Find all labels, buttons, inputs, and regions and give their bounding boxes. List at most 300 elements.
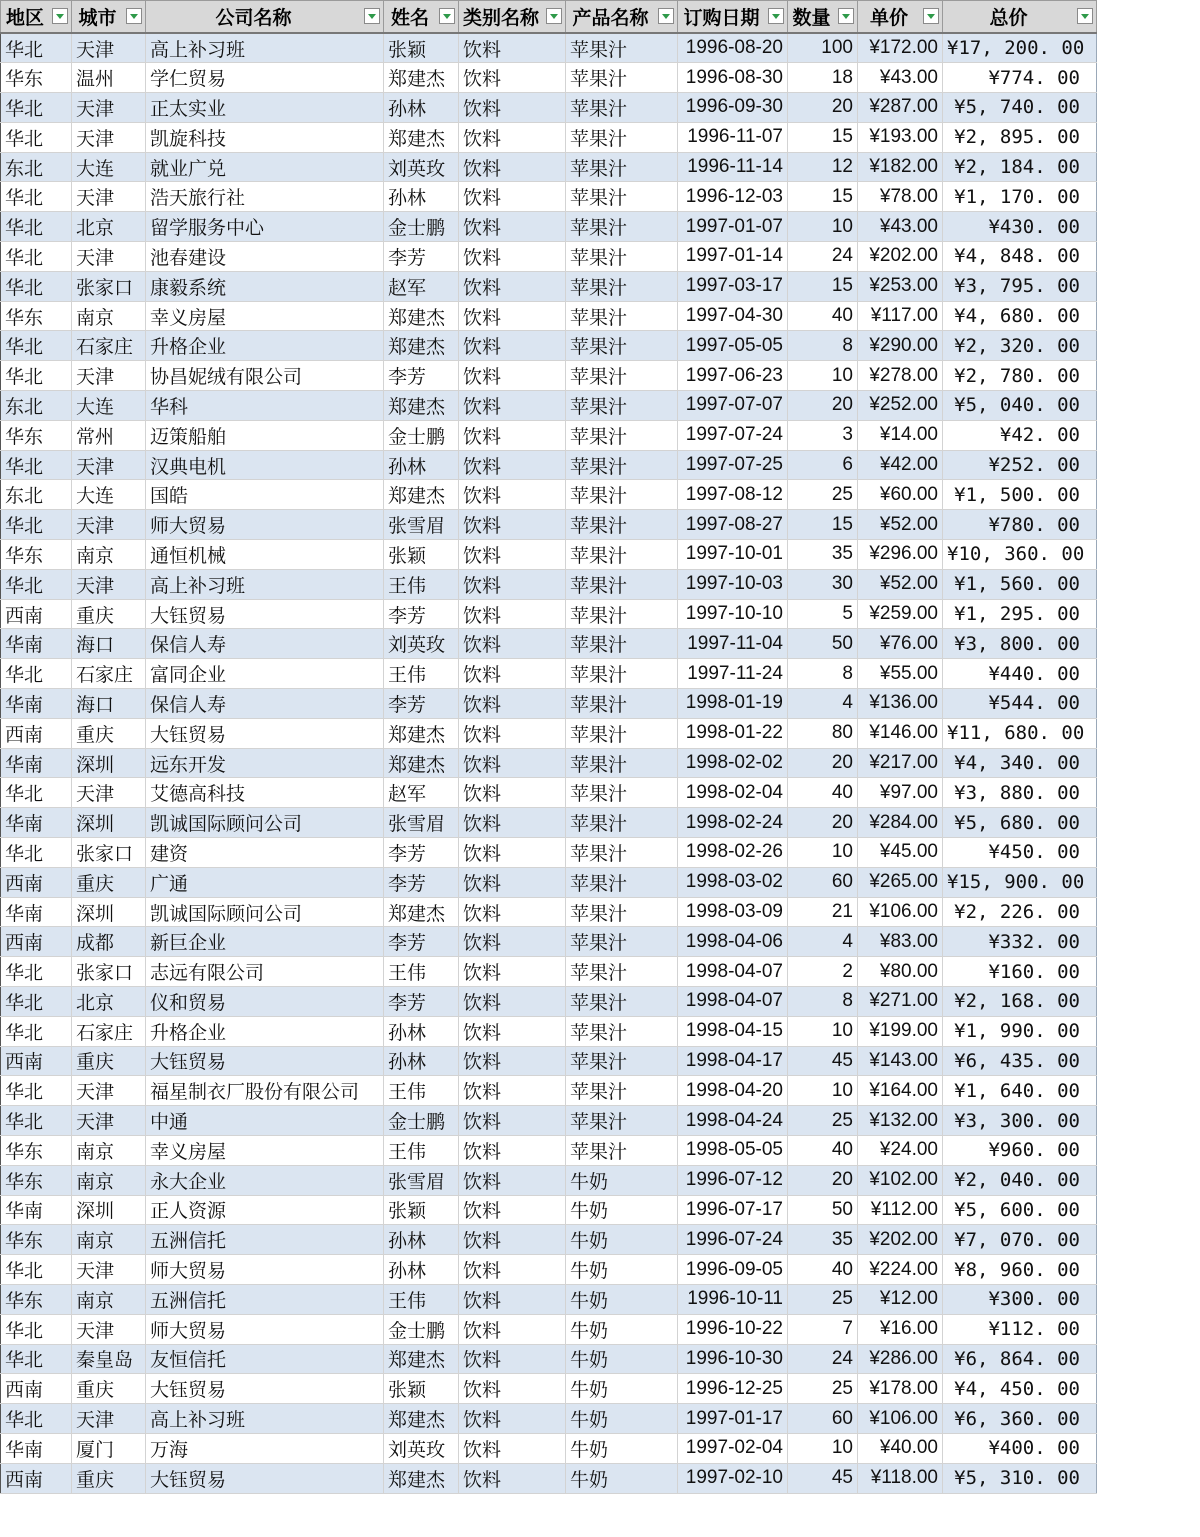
cell-region[interactable]: 华北	[1, 122, 72, 152]
cell-region[interactable]: 华北	[1, 1404, 72, 1434]
cell-company[interactable]: 艾德高科技	[146, 778, 384, 808]
cell-category[interactable]: 饮料	[459, 1284, 566, 1314]
cell-company[interactable]: 凯诚国际顾问公司	[146, 897, 384, 927]
cell-order-date[interactable]: 1998-04-17	[678, 1046, 788, 1076]
cell-category[interactable]: 饮料	[459, 450, 566, 480]
cell-company[interactable]: 幸义房屋	[146, 1135, 384, 1165]
cell-company[interactable]: 大钰贸易	[146, 1046, 384, 1076]
cell-region[interactable]: 华东	[1, 1284, 72, 1314]
cell-unit-price[interactable]: ¥193.00	[858, 122, 943, 152]
cell-city[interactable]: 重庆	[72, 1046, 146, 1076]
cell-city[interactable]: 南京	[72, 301, 146, 331]
cell-total[interactable]: ¥3, 800. 00	[943, 629, 1097, 659]
cell-region[interactable]: 华南	[1, 629, 72, 659]
cell-name[interactable]: 郑建杰	[384, 748, 459, 778]
cell-quantity[interactable]: 8	[788, 331, 858, 361]
cell-product[interactable]: 苹果汁	[566, 897, 678, 927]
cell-total[interactable]: ¥4, 340. 00	[943, 748, 1097, 778]
cell-order-date[interactable]: 1998-01-19	[678, 689, 788, 719]
cell-unit-price[interactable]: ¥296.00	[858, 540, 943, 570]
cell-name[interactable]: 郑建杰	[384, 1404, 459, 1434]
cell-name[interactable]: 郑建杰	[384, 480, 459, 510]
cell-quantity[interactable]: 4	[788, 927, 858, 957]
cell-category[interactable]: 饮料	[459, 1106, 566, 1136]
cell-name[interactable]: 张雪眉	[384, 808, 459, 838]
cell-product[interactable]: 牛奶	[566, 1255, 678, 1285]
cell-city[interactable]: 重庆	[72, 1463, 146, 1493]
cell-unit-price[interactable]: ¥271.00	[858, 987, 943, 1017]
cell-name[interactable]: 郑建杰	[384, 301, 459, 331]
cell-quantity[interactable]: 21	[788, 897, 858, 927]
cell-city[interactable]: 成都	[72, 927, 146, 957]
cell-product[interactable]: 苹果汁	[566, 93, 678, 123]
cell-name[interactable]: 王伟	[384, 569, 459, 599]
cell-category[interactable]: 饮料	[459, 1255, 566, 1285]
cell-category[interactable]: 饮料	[459, 1135, 566, 1165]
cell-company[interactable]: 大钰贸易	[146, 1374, 384, 1404]
cell-total[interactable]: ¥5, 680. 00	[943, 808, 1097, 838]
cell-region[interactable]: 华北	[1, 957, 72, 987]
cell-order-date[interactable]: 1997-11-04	[678, 629, 788, 659]
column-header-product[interactable]	[566, 1, 678, 34]
cell-unit-price[interactable]: ¥52.00	[858, 510, 943, 540]
cell-name[interactable]: 孙林	[384, 1046, 459, 1076]
cell-category[interactable]: 饮料	[459, 122, 566, 152]
cell-region[interactable]: 华北	[1, 1016, 72, 1046]
cell-company[interactable]: 建资	[146, 838, 384, 868]
cell-product[interactable]: 苹果汁	[566, 301, 678, 331]
cell-region[interactable]: 华北	[1, 838, 72, 868]
cell-unit-price[interactable]: ¥253.00	[858, 271, 943, 301]
cell-product[interactable]: 苹果汁	[566, 540, 678, 570]
cell-city[interactable]: 天津	[72, 1076, 146, 1106]
cell-total[interactable]: ¥2, 320. 00	[943, 331, 1097, 361]
cell-name[interactable]: 郑建杰	[384, 63, 459, 93]
cell-name[interactable]: 郑建杰	[384, 897, 459, 927]
cell-name[interactable]: 赵军	[384, 271, 459, 301]
cell-product[interactable]: 苹果汁	[566, 152, 678, 182]
cell-quantity[interactable]: 35	[788, 1225, 858, 1255]
cell-company[interactable]: 广通	[146, 867, 384, 897]
cell-order-date[interactable]: 1996-08-30	[678, 63, 788, 93]
cell-region[interactable]: 华南	[1, 689, 72, 719]
cell-unit-price[interactable]: ¥43.00	[858, 212, 943, 242]
cell-name[interactable]: 金士鹏	[384, 212, 459, 242]
cell-category[interactable]: 饮料	[459, 659, 566, 689]
cell-order-date[interactable]: 1997-03-17	[678, 271, 788, 301]
cell-region[interactable]: 华东	[1, 1135, 72, 1165]
cell-name[interactable]: 王伟	[384, 659, 459, 689]
cell-order-date[interactable]: 1997-04-30	[678, 301, 788, 331]
cell-company[interactable]: 大钰贸易	[146, 718, 384, 748]
cell-unit-price[interactable]: ¥172.00	[858, 33, 943, 63]
cell-category[interactable]: 饮料	[459, 1374, 566, 1404]
cell-unit-price[interactable]: ¥199.00	[858, 1016, 943, 1046]
cell-category[interactable]: 饮料	[459, 1463, 566, 1493]
cell-company[interactable]: 学仁贸易	[146, 63, 384, 93]
cell-quantity[interactable]: 8	[788, 987, 858, 1017]
cell-company[interactable]: 福星制衣厂股份有限公司	[146, 1076, 384, 1106]
cell-product[interactable]: 苹果汁	[566, 271, 678, 301]
cell-company[interactable]: 高上补习班	[146, 1404, 384, 1434]
cell-order-date[interactable]: 1998-02-02	[678, 748, 788, 778]
cell-name[interactable]: 金士鹏	[384, 1314, 459, 1344]
cell-name[interactable]: 李芳	[384, 927, 459, 957]
cell-city[interactable]: 大连	[72, 480, 146, 510]
cell-city[interactable]: 天津	[72, 33, 146, 63]
cell-quantity[interactable]: 25	[788, 1106, 858, 1136]
cell-region[interactable]: 东北	[1, 391, 72, 421]
cell-region[interactable]: 华北	[1, 659, 72, 689]
cell-unit-price[interactable]: ¥43.00	[858, 63, 943, 93]
cell-category[interactable]: 饮料	[459, 420, 566, 450]
cell-company[interactable]: 升格企业	[146, 331, 384, 361]
cell-region[interactable]: 华南	[1, 897, 72, 927]
cell-order-date[interactable]: 1996-10-30	[678, 1344, 788, 1374]
cell-product[interactable]: 苹果汁	[566, 718, 678, 748]
cell-category[interactable]: 饮料	[459, 838, 566, 868]
cell-unit-price[interactable]: ¥290.00	[858, 331, 943, 361]
cell-company[interactable]: 师大贸易	[146, 1314, 384, 1344]
cell-category[interactable]: 饮料	[459, 301, 566, 331]
cell-category[interactable]: 饮料	[459, 1016, 566, 1046]
cell-category[interactable]: 饮料	[459, 361, 566, 391]
cell-order-date[interactable]: 1996-07-12	[678, 1165, 788, 1195]
cell-city[interactable]: 北京	[72, 212, 146, 242]
cell-region[interactable]: 西南	[1, 867, 72, 897]
cell-product[interactable]: 苹果汁	[566, 182, 678, 212]
cell-product[interactable]: 苹果汁	[566, 450, 678, 480]
cell-unit-price[interactable]: ¥40.00	[858, 1433, 943, 1463]
cell-unit-price[interactable]: ¥60.00	[858, 480, 943, 510]
cell-name[interactable]: 王伟	[384, 1135, 459, 1165]
cell-region[interactable]: 华北	[1, 1076, 72, 1106]
cell-city[interactable]: 天津	[72, 450, 146, 480]
cell-total[interactable]: ¥450. 00	[943, 838, 1097, 868]
column-header-region[interactable]	[1, 1, 72, 34]
cell-quantity[interactable]: 8	[788, 659, 858, 689]
cell-order-date[interactable]: 1998-02-04	[678, 778, 788, 808]
cell-product[interactable]: 苹果汁	[566, 331, 678, 361]
cell-city[interactable]: 石家庄	[72, 659, 146, 689]
cell-quantity[interactable]: 6	[788, 450, 858, 480]
cell-name[interactable]: 李芳	[384, 867, 459, 897]
cell-region[interactable]: 华北	[1, 1106, 72, 1136]
cell-category[interactable]: 饮料	[459, 987, 566, 1017]
cell-total[interactable]: ¥1, 640. 00	[943, 1076, 1097, 1106]
cell-unit-price[interactable]: ¥286.00	[858, 1344, 943, 1374]
cell-product[interactable]: 牛奶	[566, 1284, 678, 1314]
cell-total[interactable]: ¥2, 226. 00	[943, 897, 1097, 927]
cell-name[interactable]: 郑建杰	[384, 122, 459, 152]
cell-company[interactable]: 志远有限公司	[146, 957, 384, 987]
cell-city[interactable]: 重庆	[72, 1374, 146, 1404]
cell-product[interactable]: 苹果汁	[566, 1016, 678, 1046]
cell-total[interactable]: ¥3, 795. 00	[943, 271, 1097, 301]
cell-total[interactable]: ¥430. 00	[943, 212, 1097, 242]
cell-product[interactable]: 苹果汁	[566, 510, 678, 540]
cell-region[interactable]: 华南	[1, 1433, 72, 1463]
cell-order-date[interactable]: 1997-08-27	[678, 510, 788, 540]
cell-product[interactable]: 苹果汁	[566, 1046, 678, 1076]
cell-city[interactable]: 北京	[72, 987, 146, 1017]
cell-category[interactable]: 饮料	[459, 1076, 566, 1106]
cell-company[interactable]: 高上补习班	[146, 33, 384, 63]
cell-order-date[interactable]: 1997-11-24	[678, 659, 788, 689]
cell-region[interactable]: 西南	[1, 1046, 72, 1076]
cell-order-date[interactable]: 1997-10-03	[678, 569, 788, 599]
cell-city[interactable]: 张家口	[72, 838, 146, 868]
cell-order-date[interactable]: 1997-02-10	[678, 1463, 788, 1493]
cell-total[interactable]: ¥2, 184. 00	[943, 152, 1097, 182]
cell-city[interactable]: 天津	[72, 1404, 146, 1434]
cell-region[interactable]: 西南	[1, 1374, 72, 1404]
cell-city[interactable]: 重庆	[72, 599, 146, 629]
cell-company[interactable]: 就业广兑	[146, 152, 384, 182]
cell-quantity[interactable]: 40	[788, 1255, 858, 1285]
cell-quantity[interactable]: 20	[788, 391, 858, 421]
cell-quantity[interactable]: 25	[788, 480, 858, 510]
cell-name[interactable]: 王伟	[384, 1076, 459, 1106]
cell-order-date[interactable]: 1998-04-20	[678, 1076, 788, 1106]
cell-category[interactable]: 饮料	[459, 1314, 566, 1344]
filter-dropdown-icon[interactable]	[126, 8, 142, 24]
cell-total[interactable]: ¥3, 300. 00	[943, 1106, 1097, 1136]
cell-quantity[interactable]: 15	[788, 271, 858, 301]
cell-region[interactable]: 东北	[1, 480, 72, 510]
cell-unit-price[interactable]: ¥146.00	[858, 718, 943, 748]
cell-total[interactable]: ¥17, 200. 00	[943, 33, 1097, 63]
cell-product[interactable]: 苹果汁	[566, 1106, 678, 1136]
cell-city[interactable]: 海口	[72, 629, 146, 659]
cell-total[interactable]: ¥112. 00	[943, 1314, 1097, 1344]
cell-total[interactable]: ¥10, 360. 00	[943, 540, 1097, 570]
cell-city[interactable]: 石家庄	[72, 1016, 146, 1046]
cell-city[interactable]: 天津	[72, 510, 146, 540]
cell-total[interactable]: ¥8, 960. 00	[943, 1255, 1097, 1285]
cell-region[interactable]: 华东	[1, 1225, 72, 1255]
cell-unit-price[interactable]: ¥42.00	[858, 450, 943, 480]
cell-region[interactable]: 华东	[1, 540, 72, 570]
cell-name[interactable]: 郑建杰	[384, 718, 459, 748]
cell-city[interactable]: 大连	[72, 391, 146, 421]
cell-city[interactable]: 南京	[72, 1225, 146, 1255]
cell-total[interactable]: ¥544. 00	[943, 689, 1097, 719]
cell-region[interactable]: 华北	[1, 331, 72, 361]
cell-unit-price[interactable]: ¥164.00	[858, 1076, 943, 1106]
cell-category[interactable]: 饮料	[459, 1165, 566, 1195]
cell-name[interactable]: 郑建杰	[384, 1463, 459, 1493]
cell-product[interactable]: 苹果汁	[566, 212, 678, 242]
cell-total[interactable]: ¥774. 00	[943, 63, 1097, 93]
cell-quantity[interactable]: 45	[788, 1046, 858, 1076]
cell-company[interactable]: 五洲信托	[146, 1284, 384, 1314]
cell-region[interactable]: 东北	[1, 152, 72, 182]
cell-city[interactable]: 南京	[72, 1284, 146, 1314]
column-header-name[interactable]	[384, 1, 459, 34]
cell-total[interactable]: ¥780. 00	[943, 510, 1097, 540]
cell-city[interactable]: 重庆	[72, 718, 146, 748]
cell-region[interactable]: 华南	[1, 1195, 72, 1225]
cell-name[interactable]: 张颖	[384, 1195, 459, 1225]
cell-quantity[interactable]: 35	[788, 540, 858, 570]
cell-category[interactable]: 饮料	[459, 629, 566, 659]
cell-unit-price[interactable]: ¥52.00	[858, 569, 943, 599]
cell-order-date[interactable]: 1997-07-25	[678, 450, 788, 480]
cell-order-date[interactable]: 1997-08-12	[678, 480, 788, 510]
cell-total[interactable]: ¥2, 168. 00	[943, 987, 1097, 1017]
cell-unit-price[interactable]: ¥136.00	[858, 689, 943, 719]
cell-category[interactable]: 饮料	[459, 93, 566, 123]
cell-order-date[interactable]: 1996-07-17	[678, 1195, 788, 1225]
cell-quantity[interactable]: 18	[788, 63, 858, 93]
cell-total[interactable]: ¥4, 680. 00	[943, 301, 1097, 331]
cell-region[interactable]: 华北	[1, 1255, 72, 1285]
cell-quantity[interactable]: 10	[788, 1016, 858, 1046]
cell-category[interactable]: 饮料	[459, 242, 566, 272]
cell-company[interactable]: 友恒信托	[146, 1344, 384, 1374]
cell-quantity[interactable]: 3	[788, 420, 858, 450]
cell-quantity[interactable]: 10	[788, 1076, 858, 1106]
cell-total[interactable]: ¥5, 040. 00	[943, 391, 1097, 421]
cell-category[interactable]: 饮料	[459, 897, 566, 927]
cell-total[interactable]: ¥440. 00	[943, 659, 1097, 689]
cell-region[interactable]: 华北	[1, 1344, 72, 1374]
cell-region[interactable]: 华北	[1, 182, 72, 212]
cell-unit-price[interactable]: ¥12.00	[858, 1284, 943, 1314]
cell-category[interactable]: 饮料	[459, 599, 566, 629]
cell-product[interactable]: 苹果汁	[566, 867, 678, 897]
cell-city[interactable]: 天津	[72, 93, 146, 123]
cell-unit-price[interactable]: ¥132.00	[858, 1106, 943, 1136]
cell-unit-price[interactable]: ¥14.00	[858, 420, 943, 450]
cell-order-date[interactable]: 1998-03-02	[678, 867, 788, 897]
cell-region[interactable]: 华北	[1, 242, 72, 272]
cell-order-date[interactable]: 1998-02-24	[678, 808, 788, 838]
cell-unit-price[interactable]: ¥217.00	[858, 748, 943, 778]
cell-region[interactable]: 华北	[1, 33, 72, 63]
cell-company[interactable]: 远东开发	[146, 748, 384, 778]
cell-total[interactable]: ¥1, 500. 00	[943, 480, 1097, 510]
cell-company[interactable]: 正人资源	[146, 1195, 384, 1225]
cell-product[interactable]: 苹果汁	[566, 987, 678, 1017]
cell-product[interactable]: 苹果汁	[566, 1135, 678, 1165]
cell-product[interactable]: 苹果汁	[566, 569, 678, 599]
cell-product[interactable]: 牛奶	[566, 1404, 678, 1434]
cell-company[interactable]: 凯诚国际顾问公司	[146, 808, 384, 838]
cell-name[interactable]: 李芳	[384, 987, 459, 1017]
cell-name[interactable]: 孙林	[384, 1016, 459, 1046]
cell-product[interactable]: 苹果汁	[566, 808, 678, 838]
cell-product[interactable]: 苹果汁	[566, 957, 678, 987]
cell-company[interactable]: 大钰贸易	[146, 1463, 384, 1493]
cell-order-date[interactable]: 1996-12-03	[678, 182, 788, 212]
filter-dropdown-icon[interactable]	[439, 8, 455, 24]
cell-company[interactable]: 凯旋科技	[146, 122, 384, 152]
cell-category[interactable]: 饮料	[459, 1046, 566, 1076]
cell-company[interactable]: 池春建设	[146, 242, 384, 272]
cell-category[interactable]: 饮料	[459, 808, 566, 838]
cell-order-date[interactable]: 1996-09-05	[678, 1255, 788, 1285]
cell-unit-price[interactable]: ¥118.00	[858, 1463, 943, 1493]
cell-name[interactable]: 孙林	[384, 182, 459, 212]
cell-city[interactable]: 深圳	[72, 1195, 146, 1225]
cell-product[interactable]: 苹果汁	[566, 63, 678, 93]
cell-total[interactable]: ¥960. 00	[943, 1135, 1097, 1165]
cell-quantity[interactable]: 4	[788, 689, 858, 719]
filter-dropdown-icon[interactable]	[1077, 8, 1093, 24]
cell-unit-price[interactable]: ¥202.00	[858, 242, 943, 272]
cell-order-date[interactable]: 1998-03-09	[678, 897, 788, 927]
cell-product[interactable]: 苹果汁	[566, 599, 678, 629]
cell-company[interactable]: 中通	[146, 1106, 384, 1136]
cell-unit-price[interactable]: ¥278.00	[858, 361, 943, 391]
cell-company[interactable]: 正太实业	[146, 93, 384, 123]
cell-category[interactable]: 饮料	[459, 748, 566, 778]
cell-category[interactable]: 饮料	[459, 510, 566, 540]
cell-company[interactable]: 保信人寿	[146, 689, 384, 719]
cell-name[interactable]: 郑建杰	[384, 391, 459, 421]
cell-quantity[interactable]: 40	[788, 778, 858, 808]
column-header-total[interactable]	[943, 1, 1097, 34]
cell-product[interactable]: 牛奶	[566, 1314, 678, 1344]
cell-unit-price[interactable]: ¥284.00	[858, 808, 943, 838]
cell-quantity[interactable]: 40	[788, 301, 858, 331]
cell-unit-price[interactable]: ¥182.00	[858, 152, 943, 182]
cell-region[interactable]: 华北	[1, 510, 72, 540]
cell-total[interactable]: ¥1, 560. 00	[943, 569, 1097, 599]
cell-order-date[interactable]: 1998-02-26	[678, 838, 788, 868]
cell-city[interactable]: 天津	[72, 778, 146, 808]
cell-total[interactable]: ¥1, 990. 00	[943, 1016, 1097, 1046]
cell-category[interactable]: 饮料	[459, 1344, 566, 1374]
cell-company[interactable]: 大钰贸易	[146, 599, 384, 629]
cell-company[interactable]: 高上补习班	[146, 569, 384, 599]
cell-region[interactable]: 西南	[1, 599, 72, 629]
cell-product[interactable]: 牛奶	[566, 1463, 678, 1493]
cell-city[interactable]: 张家口	[72, 957, 146, 987]
filter-dropdown-icon[interactable]	[838, 8, 854, 24]
cell-company[interactable]: 富同企业	[146, 659, 384, 689]
cell-name[interactable]: 金士鹏	[384, 420, 459, 450]
cell-category[interactable]: 饮料	[459, 271, 566, 301]
column-header-unit-price[interactable]	[858, 1, 943, 34]
cell-company[interactable]: 永大企业	[146, 1165, 384, 1195]
cell-company[interactable]: 保信人寿	[146, 629, 384, 659]
cell-category[interactable]: 饮料	[459, 212, 566, 242]
cell-city[interactable]: 天津	[72, 361, 146, 391]
cell-city[interactable]: 重庆	[72, 867, 146, 897]
cell-city[interactable]: 深圳	[72, 897, 146, 927]
cell-total[interactable]: ¥160. 00	[943, 957, 1097, 987]
cell-company[interactable]: 协昌妮绒有限公司	[146, 361, 384, 391]
filter-dropdown-icon[interactable]	[52, 8, 68, 24]
cell-product[interactable]: 牛奶	[566, 1195, 678, 1225]
cell-quantity[interactable]: 20	[788, 808, 858, 838]
filter-dropdown-icon[interactable]	[768, 8, 784, 24]
cell-unit-price[interactable]: ¥78.00	[858, 182, 943, 212]
cell-company[interactable]: 仪和贸易	[146, 987, 384, 1017]
cell-unit-price[interactable]: ¥143.00	[858, 1046, 943, 1076]
cell-company[interactable]: 万海	[146, 1433, 384, 1463]
cell-product[interactable]: 苹果汁	[566, 629, 678, 659]
cell-unit-price[interactable]: ¥83.00	[858, 927, 943, 957]
cell-order-date[interactable]: 1996-09-30	[678, 93, 788, 123]
cell-city[interactable]: 南京	[72, 540, 146, 570]
cell-company[interactable]: 汉典电机	[146, 450, 384, 480]
cell-city[interactable]: 南京	[72, 1165, 146, 1195]
cell-product[interactable]: 苹果汁	[566, 420, 678, 450]
